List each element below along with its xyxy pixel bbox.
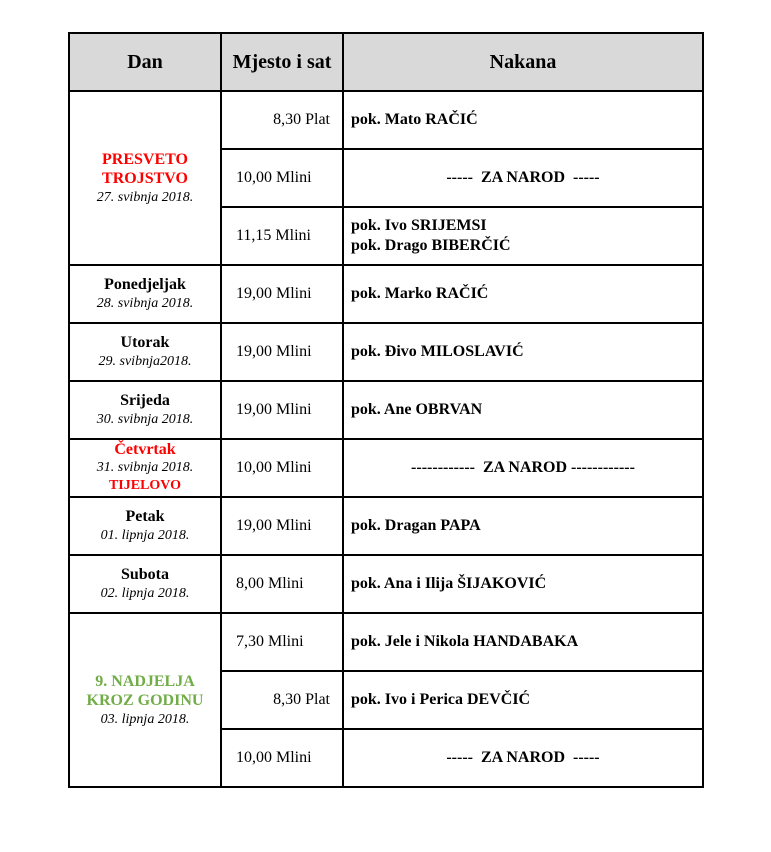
day-name: Četvrtak (114, 441, 176, 458)
day-name: Petak (125, 508, 165, 525)
table-row (69, 265, 703, 323)
table-row (69, 555, 703, 613)
header-intent: Nakana (343, 33, 703, 91)
day-cell (69, 439, 221, 497)
mass-intent (343, 207, 703, 265)
mass-time: 11,15 Mlini (221, 207, 343, 265)
intent-line: pok. Mato RAČIĆ (351, 111, 478, 128)
intent-line: pok. Đivo MILOSLAVIĆ (351, 343, 524, 360)
day-cell (69, 265, 221, 323)
intent-line: pok. Ivo i Perica DEVČIĆ (351, 691, 531, 708)
mass-intent (343, 323, 703, 381)
table-row (69, 439, 703, 497)
day-date: 28. svibnja 2018. (96, 296, 194, 311)
table-row (69, 323, 703, 381)
day-name: Ponedjeljak (104, 276, 186, 293)
day-cell (69, 613, 221, 787)
mass-time: 19,00 Mlini (221, 265, 343, 323)
intent-line: ------------ ZA NAROD ------------ (411, 459, 635, 476)
day-name: PRESVETO (102, 150, 188, 168)
day-name: Subota (120, 566, 170, 583)
mass-intent (343, 439, 703, 497)
mass-intent (343, 149, 703, 207)
table-row (69, 613, 703, 671)
intent-line: ----- ZA NAROD ----- (446, 169, 600, 186)
mass-time: 10,00 Mlini (221, 149, 343, 207)
mass-intent (343, 613, 703, 671)
mass-time: 8,00 Mlini (221, 555, 343, 613)
mass-intent (343, 91, 703, 149)
mass-schedule-table (68, 32, 704, 788)
feast-name: TIJELOVO (108, 478, 182, 493)
mass-intent (343, 671, 703, 729)
day-date: 30. svibnja 2018. (96, 412, 194, 427)
day-cell (69, 323, 221, 381)
day-cell (69, 555, 221, 613)
mass-time: 19,00 Mlini (221, 497, 343, 555)
day-name: KROZ GODINU (86, 691, 204, 709)
day-cell (69, 381, 221, 439)
mass-intent (343, 729, 703, 787)
mass-intent (343, 555, 703, 613)
day-name: 9. NADJELJA (95, 672, 195, 690)
table-row (69, 381, 703, 439)
day-name: Utorak (120, 334, 170, 351)
table-row (69, 91, 703, 149)
intent-line: pok. Jele i Nikola HANDABAKA (351, 633, 579, 650)
mass-intent (343, 497, 703, 555)
intent-line: pok. Marko RAČIĆ (351, 285, 489, 302)
day-cell (69, 497, 221, 555)
mass-time: 19,00 Mlini (221, 381, 343, 439)
mass-time: 8,30 Plat (221, 91, 343, 149)
day-date: 02. lipnja 2018. (100, 586, 190, 601)
day-cell (69, 91, 221, 265)
intent-line: pok. Ane OBRVAN (351, 401, 483, 418)
mass-time: 19,00 Mlini (221, 323, 343, 381)
header-row (69, 33, 703, 91)
day-name: TROJSTVO (102, 169, 188, 187)
day-name: Srijeda (120, 392, 170, 409)
day-date: 27. svibnja 2018. (96, 189, 194, 205)
intent-line: ----- ZA NAROD ----- (446, 749, 600, 766)
intent-line: pok. Dragan PAPA (351, 517, 481, 534)
intent-line: pok. Ivo SRIJEMSI (351, 217, 487, 234)
mass-time: 10,00 Mlini (221, 439, 343, 497)
header-place-time: Mjesto i sat (221, 33, 343, 91)
intent-line: pok. Drago BIBERČIĆ (351, 237, 511, 254)
mass-time: 10,00 Mlini (221, 729, 343, 787)
day-date: 03. lipnja 2018. (100, 711, 190, 727)
day-date: 31. svibnja 2018. (96, 460, 194, 475)
intent-line: pok. Ana i Ilija ŠIJAKOVIĆ (351, 575, 547, 592)
table-row (69, 497, 703, 555)
mass-intent (343, 265, 703, 323)
mass-intent (343, 381, 703, 439)
header-day: Dan (69, 33, 221, 91)
day-date: 01. lipnja 2018. (100, 528, 190, 543)
day-date: 29. svibnja2018. (98, 354, 192, 369)
mass-time: 7,30 Mlini (221, 613, 343, 671)
mass-time: 8,30 Plat (221, 671, 343, 729)
